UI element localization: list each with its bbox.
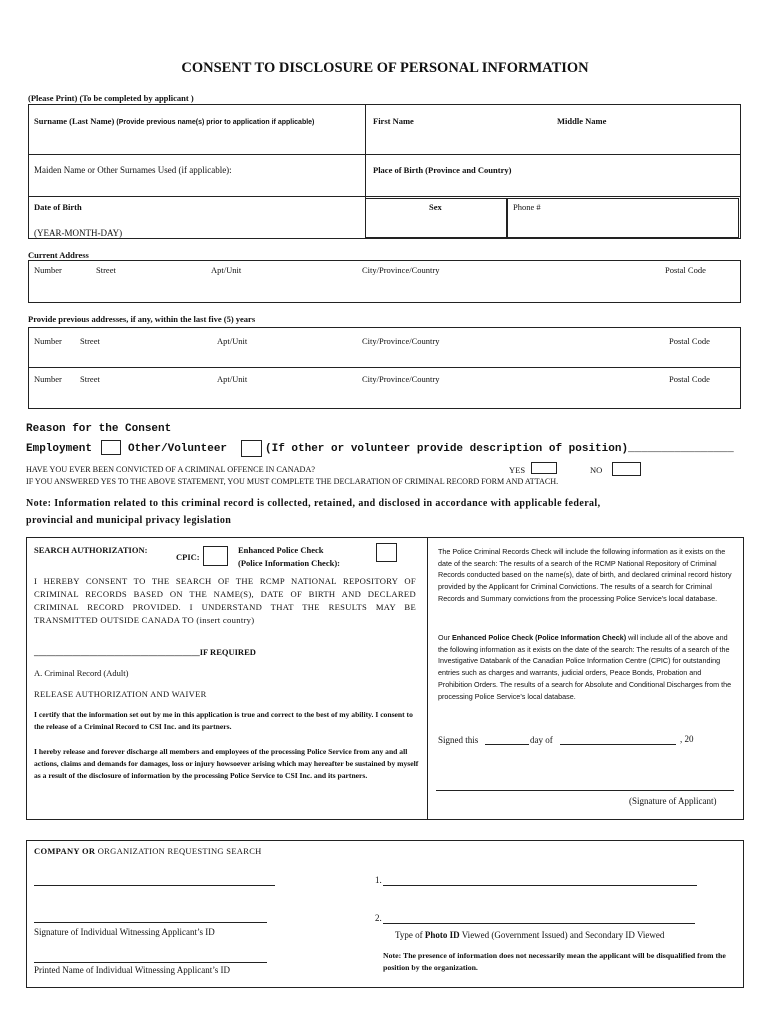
surname-note: (Provide previous name(s) prior to application if applicable) <box>116 119 315 126</box>
photo-id-field[interactable] <box>383 885 697 886</box>
surname-label: Surname (Last Name) <box>34 116 115 126</box>
applicant-signature-line[interactable] <box>436 790 734 791</box>
prev1-street-label: Street <box>80 336 100 346</box>
first-name-field[interactable]: First Name <box>373 116 414 126</box>
enhanced-desc-bold: Enhanced Police Check (Police Information Check) <box>451 633 627 642</box>
prev1-postal-label: Postal Code <box>669 336 710 346</box>
prev1-number-label: Number <box>34 336 62 346</box>
surname-field[interactable] <box>34 116 314 126</box>
privacy-note-line1: Note: Information related to this criminal record is collected, retained, and disclosed in accordance with applicable federal, <box>26 498 601 509</box>
criminal-check-description: The Police Criminal Records Check will include the following information as it exists on the date of the search: The results of a search of the RCMP National Repository of Criminal Records conducted based on the name(s), date of birth, and declared criminal record history provided by the Applicant for Criminal Convictions. The results of a search for Criminal Records and Summary convictions from the processing Police Service’s local database. <box>438 547 732 603</box>
prev1-apt-label: Apt/Unit <box>217 336 248 346</box>
current-postal-label: Postal Code <box>665 265 706 275</box>
enhanced-check-label: Enhanced Police Check <box>238 545 324 555</box>
id-item-1-label: 1. <box>375 875 382 885</box>
witness-name-field[interactable] <box>34 962 267 963</box>
signed-this-label: Signed this <box>438 735 479 745</box>
no-checkbox[interactable] <box>612 462 641 476</box>
conviction-question: HAVE YOU EVER BEEN CONVICTED OF A CRIMINAL OFFENCE IN CANADA? <box>26 465 315 474</box>
dob-field[interactable]: Date of Birth <box>34 202 82 212</box>
applicant-signature-label: (Signature of Applicant) <box>629 796 717 806</box>
current-number-label: Number <box>34 265 62 275</box>
birthplace-field[interactable]: Place of Birth (Province and Country) <box>373 165 512 175</box>
cpic-label: CPIC: <box>176 552 200 562</box>
current-address-heading: Current Address <box>28 250 89 260</box>
criminal-record-item: A. Criminal Record (Adult) <box>34 668 129 678</box>
form-instructions: (Please Print) (To be completed by applicant ) <box>28 93 194 103</box>
other-volunteer-checkbox[interactable] <box>241 440 262 457</box>
no-label: NO <box>590 465 603 475</box>
enhanced-desc-rest: will include all of the above and the following information as it exists on the date of the search: The results of a search of the Investigative Databank of the Canadian Police Information Centre (CPIC) for outstanding entries such as charges and warrants, judicial orders, Peace Bonds, Probation and Prohibition Orders. The results of a search for Absolute and Conditional Discharges from the processing Police Service’s local database. <box>438 633 732 701</box>
company-heading-rest: ORGANIZATION REQUESTING SEARCH <box>95 846 262 856</box>
release-text: I hereby release and forever discharge all members and employees of the processing Police Service from any and all actions, claims and demands for damages, loss or injury howsoever arising which may hereafter be sustained by myself as a result of the disclosure of information by the processing Police Service to CSI Inc. and its partners. <box>34 747 419 780</box>
other-volunteer-label: Other/Volunteer <box>128 443 228 455</box>
consent-text: I HEREBY CONSENT TO THE SEARCH OF THE RCMP NATIONAL REPOSITORY OF CRIMINAL RECORDS BASED ON THE NAME(S), DATE OF BIRTH AND DECLARED CRIMINAL RECORD PROVIDED. I UNDERSTAND THAT THE RESULTS MAY BE TRANSMITTED OUTSIDE CANADA TO (insert country) <box>34 576 416 625</box>
current-street-label: Street <box>96 265 116 275</box>
company-name-field[interactable] <box>34 885 275 886</box>
yes-checkbox[interactable] <box>531 462 557 474</box>
prev2-street-label: Street <box>80 374 100 384</box>
day-of-label: day of <box>530 735 553 745</box>
prev1-city-label: City/Province/Country <box>362 336 440 346</box>
previous-addresses-heading: Provide previous addresses, if any, within the last five (5) years <box>28 314 256 324</box>
release-heading: RELEASE AUTHORIZATION AND WAIVER <box>34 689 207 699</box>
witness-signature-label: Signature of Individual Witnessing Applicant’s ID <box>34 927 215 937</box>
id-type-pre: Type of <box>395 930 425 940</box>
certify-text: I certify that the information set out by me in this application is true and correct to the best of my ability. I consent to the release of a Criminal Record to CSI Inc. and its partners. <box>34 710 413 731</box>
id-type-bold: Photo ID <box>424 930 460 940</box>
company-note: Note: The presence of information does not necessarily mean the applicant will be disqualified from the position by the organization. <box>383 951 726 972</box>
enhanced-check-sublabel: (Police Information Check): <box>238 558 340 568</box>
form-title: CONSENT TO DISCLOSURE OF PERSONAL INFORMATION <box>181 60 589 76</box>
year-label: , 20 <box>680 734 694 744</box>
prev2-postal-label: Postal Code <box>669 374 710 384</box>
company-heading <box>34 846 262 856</box>
signed-month-field[interactable] <box>560 733 676 745</box>
id-item-2-label: 2. <box>375 913 382 923</box>
secondary-id-field[interactable] <box>383 923 695 924</box>
signed-day-field[interactable] <box>485 733 529 745</box>
country-field[interactable]: _______________________________________IF REQUIRED <box>34 647 256 657</box>
witness-signature-field[interactable] <box>34 922 267 923</box>
cpic-checkbox[interactable] <box>203 546 228 566</box>
sex-field[interactable]: Sex <box>429 202 442 212</box>
yes-label: YES <box>509 465 526 475</box>
prev2-apt-label: Apt/Unit <box>217 374 248 384</box>
employment-checkbox[interactable] <box>101 440 121 455</box>
phone-field[interactable]: Phone # <box>513 202 541 212</box>
dob-format-hint: (YEAR-MONTH-DAY) <box>34 228 123 238</box>
reason-heading: Reason for the Consent <box>26 423 172 435</box>
id-type-label <box>395 930 664 940</box>
maiden-name-field[interactable]: Maiden Name or Other Surnames Used (if applicable): <box>34 165 232 175</box>
witness-name-label: Printed Name of Individual Witnessing Applicant’s ID <box>34 965 230 975</box>
id-type-post: Viewed (Government Issued) and Secondary ID Viewed <box>459 930 665 940</box>
employment-label: Employment <box>26 443 93 455</box>
company-heading-bold: COMPANY OR <box>34 846 96 856</box>
prev2-number-label: Number <box>34 374 62 384</box>
other-description-field[interactable]: (If other or volunteer provide description of position)________________ <box>265 443 734 455</box>
enhanced-check-checkbox[interactable] <box>376 543 397 562</box>
conviction-instruction: IF YOU ANSWERED YES TO THE ABOVE STATEMENT, YOU MUST COMPLETE THE DECLARATION OF CRIMINAL RECORD FORM AND ATTACH. <box>26 477 559 486</box>
search-authorization-heading: SEARCH AUTHORIZATION: <box>34 545 148 555</box>
middle-name-field[interactable]: Middle Name <box>557 116 607 126</box>
enhanced-check-description <box>438 632 734 702</box>
current-apt-label: Apt/Unit <box>211 265 242 275</box>
current-city-label: City/Province/Country <box>362 265 440 275</box>
enhanced-desc-prefix: Our <box>438 633 452 642</box>
prev2-city-label: City/Province/Country <box>362 374 440 384</box>
privacy-note-line2: provincial and municipal privacy legislation <box>26 515 232 526</box>
